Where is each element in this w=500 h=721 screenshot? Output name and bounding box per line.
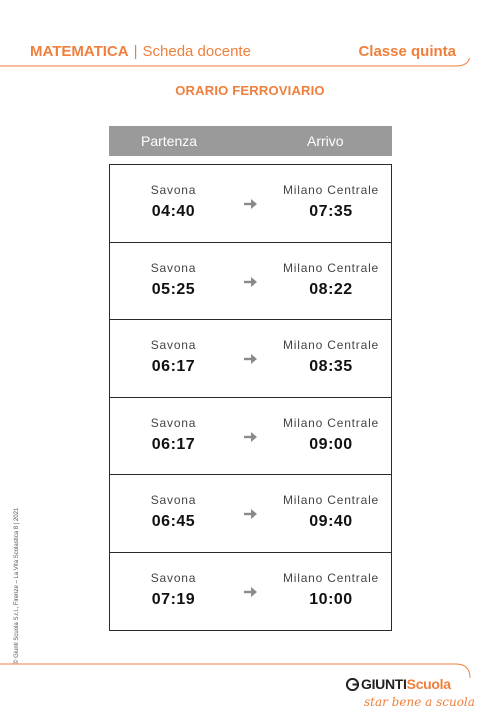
copyright-credit: © Giunti Scuola S.r.l., Firenze – La Vita Scolastica 8 | 2021 xyxy=(14,507,20,664)
class-label: Classe quinta xyxy=(358,43,456,60)
departure-time: 04:40 xyxy=(151,203,196,220)
arrival-station: Milano Centrale xyxy=(282,260,380,275)
brand-tagline: star bene a scuola xyxy=(364,695,475,709)
subject-label: MATEMATICA xyxy=(30,43,129,60)
header-divider xyxy=(0,58,500,72)
departure-time: 06:45 xyxy=(151,513,196,530)
arrival-station: Milano Centrale xyxy=(282,415,380,430)
departure-time: 06:17 xyxy=(151,435,196,453)
arrow-right-icon xyxy=(244,276,258,288)
arrival-station: Milano Centrale xyxy=(282,183,380,197)
arrival-time: 10:00 xyxy=(309,590,353,608)
timetable-row xyxy=(110,165,391,243)
arrow-right-icon xyxy=(244,508,258,520)
timetable-row xyxy=(110,243,391,321)
timetable-row xyxy=(110,398,391,476)
departure-station: Savona xyxy=(150,415,197,430)
header-separator: | xyxy=(133,43,138,60)
header-departure: Partenza xyxy=(141,133,198,149)
arrival-station: Milano Centrale xyxy=(282,570,380,585)
arrow-right-icon xyxy=(244,198,258,210)
arrival-time: 08:35 xyxy=(309,358,353,375)
arrival-time: 09:00 xyxy=(309,435,353,453)
giunti-logo-icon xyxy=(346,678,359,691)
arrival-time: 07:35 xyxy=(309,203,353,220)
doc-type-label: Scheda docente xyxy=(142,43,251,60)
departure-station: Savona xyxy=(150,570,197,585)
brand-scuola: Scuola xyxy=(406,676,451,692)
header-arrival: Arrivo xyxy=(307,133,344,149)
departure-station: Savona xyxy=(150,338,197,352)
arrival-station: Milano Centrale xyxy=(282,493,380,507)
brand-giunti: GIUNTI xyxy=(361,676,407,692)
timetable xyxy=(109,164,392,631)
departure-station: Savona xyxy=(150,260,197,275)
arrow-right-icon xyxy=(244,431,258,443)
arrow-right-icon xyxy=(244,586,258,598)
departure-time: 05:25 xyxy=(151,280,196,298)
arrival-time: 09:40 xyxy=(309,513,353,530)
departure-station: Savona xyxy=(150,183,197,197)
table-header xyxy=(109,126,392,156)
departure-time: 07:19 xyxy=(151,590,196,608)
page-title: ORARIO FERROVIARIO xyxy=(175,83,325,98)
departure-time: 06:17 xyxy=(151,358,196,375)
departure-station: Savona xyxy=(150,493,197,507)
timetable-row xyxy=(110,320,391,398)
brand-name xyxy=(361,676,451,692)
timetable-row xyxy=(110,553,391,631)
timetable-row xyxy=(110,475,391,553)
arrow-right-icon xyxy=(244,353,258,365)
publisher-logo xyxy=(346,676,475,716)
arrival-station: Milano Centrale xyxy=(282,338,380,352)
arrival-time: 08:22 xyxy=(309,280,353,298)
